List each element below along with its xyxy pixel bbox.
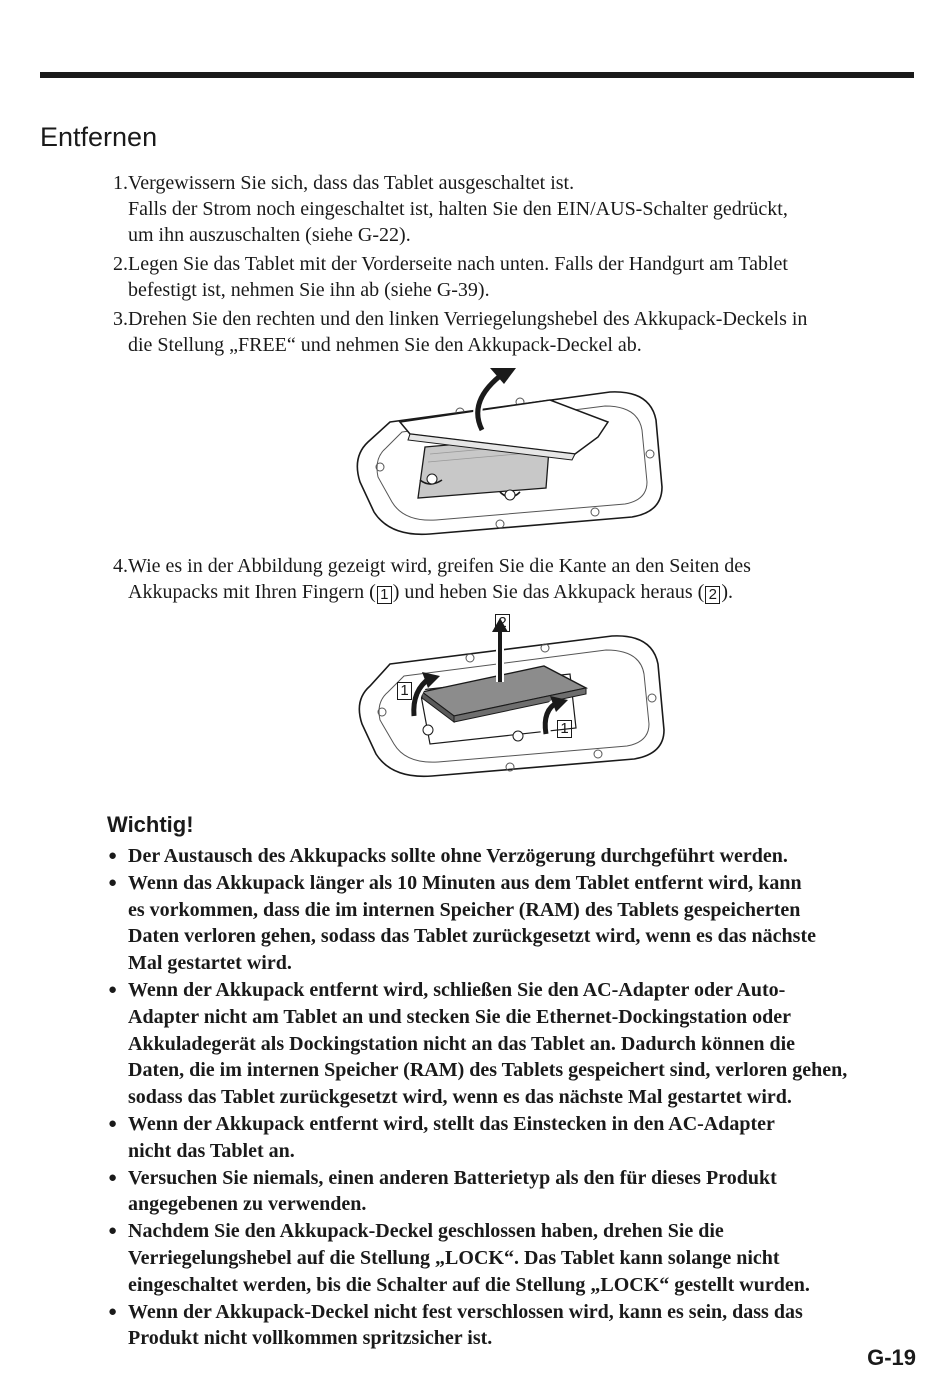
step-text: Legen Sie das Tablet mit der Vorderseite nach unten. Falls der Handgurt am Tablet befestigt ist, nehmen Sie ihn ab (siehe G-39). xyxy=(128,253,788,301)
list-item xyxy=(0,977,918,1111)
bullet-icon: ● xyxy=(108,1223,118,1240)
list-item xyxy=(0,1218,918,1298)
bullet-icon: ● xyxy=(108,1303,118,1320)
page-number: G-19 xyxy=(867,1345,916,1370)
callout-box-2: 2 xyxy=(705,586,720,604)
bullet-icon: ● xyxy=(108,1115,118,1132)
bullet-icon: ● xyxy=(108,981,118,998)
note-text: Wenn der Akkupack-Deckel nicht fest verschlossen wird, kann es sein, dass das Produkt nicht vollkommen spritzsicher ist. xyxy=(128,1300,803,1350)
list-item xyxy=(0,1299,918,1353)
callout-box-1: 1 xyxy=(377,586,392,604)
step-text: Drehen Sie den rechten und den linken Verriegelungshebel des Akkupack-Deckels in die Stellung „FREE“ und nehmen Sie den Akkupack-Deckel ab. xyxy=(128,308,808,356)
note-text: Der Austausch des Akkupacks sollte ohne Verzögerung durchgeführt werden. xyxy=(128,845,788,867)
step-number: 4. xyxy=(113,555,128,577)
note-text: Wenn der Akkupack entfernt wird, schließen Sie den AC-Adapter oder Auto- Adapter nicht am Tablet an und stecken Sie die Ethernet-Dockingstation oder Akkuladegerät als Dockingstation nicht an das Tablet an. Dadurch können die Daten, die im internen Speicher (RAM) des Tablets gespeichert sind, verloren gehen, sodass das Tablet zurückgesetzt wird, wenn es das nächste Mal gestartet wird. xyxy=(128,978,848,1109)
step-text-part: Akkupacks mit Ihren Fingern ( xyxy=(128,581,376,603)
step-text-line: Wie es in der Abbildung gezeigt wird, greifen Sie die Kante an den Seiten des xyxy=(128,555,751,577)
note-text: Wenn der Akkupack entfernt wird, stellt das Einstecken in den AC-Adapter nicht das Tablet an. xyxy=(128,1112,775,1162)
figure-label-2: 2 xyxy=(495,614,510,632)
figure-remove-battery xyxy=(350,612,670,780)
bullet-icon: ● xyxy=(108,1169,118,1186)
figure-label-1-left: 1 xyxy=(397,682,412,700)
bullet-icon: ● xyxy=(108,848,118,864)
top-rule xyxy=(40,72,914,78)
note-text: Nachdem Sie den Akkupack-Deckel geschlossen haben, drehen Sie die Verriegelungshebel auf die Stellung „LOCK“. Das Tablet kann solange nicht eingeschaltet werden, bis die Schalter auf die Stellung „LOCK“ gestellt wurden. xyxy=(128,1220,810,1296)
figure-remove-cover xyxy=(350,362,670,540)
list-item xyxy=(0,1165,918,1219)
important-notes-list xyxy=(0,843,950,1352)
step-number: 3. xyxy=(113,308,128,330)
step-number: 1. xyxy=(113,172,128,194)
note-text: Wenn das Akkupack länger als 10 Minuten aus dem Tablet entfernt wird, kann es vorkommen, dass die im internen Speicher (RAM) des Tablets gespeicherten Daten verloren gehen, sodass das Tablet zurückgesetzt wird, wenn es das nächste Mal gestartet wird. xyxy=(128,871,816,975)
step-text: Vergewissern Sie sich, dass das Tablet ausgeschaltet ist. Falls der Strom noch eingeschaltet ist, halten Sie den EIN/AUS-Schalter gedrückt, um ihn auszuschalten (siehe G-22). xyxy=(128,172,788,246)
step-number: 2. xyxy=(113,253,128,275)
step-text-part: ). xyxy=(721,581,733,603)
section-heading: Entfernen xyxy=(40,122,158,152)
figure-label-1-right: 1 xyxy=(557,720,572,738)
step-text-part: ) und heben Sie das Akkupack heraus ( xyxy=(392,581,705,603)
list-item xyxy=(0,1111,918,1165)
list-item xyxy=(0,870,918,977)
note-text: Versuchen Sie niemals, einen anderen Batterietyp als den für dieses Produkt angegebenen zu verwenden. xyxy=(128,1166,777,1216)
bullet-icon: ● xyxy=(108,874,118,891)
list-item xyxy=(0,843,918,870)
step-text xyxy=(128,553,908,605)
important-heading: Wichtig! xyxy=(107,812,194,837)
